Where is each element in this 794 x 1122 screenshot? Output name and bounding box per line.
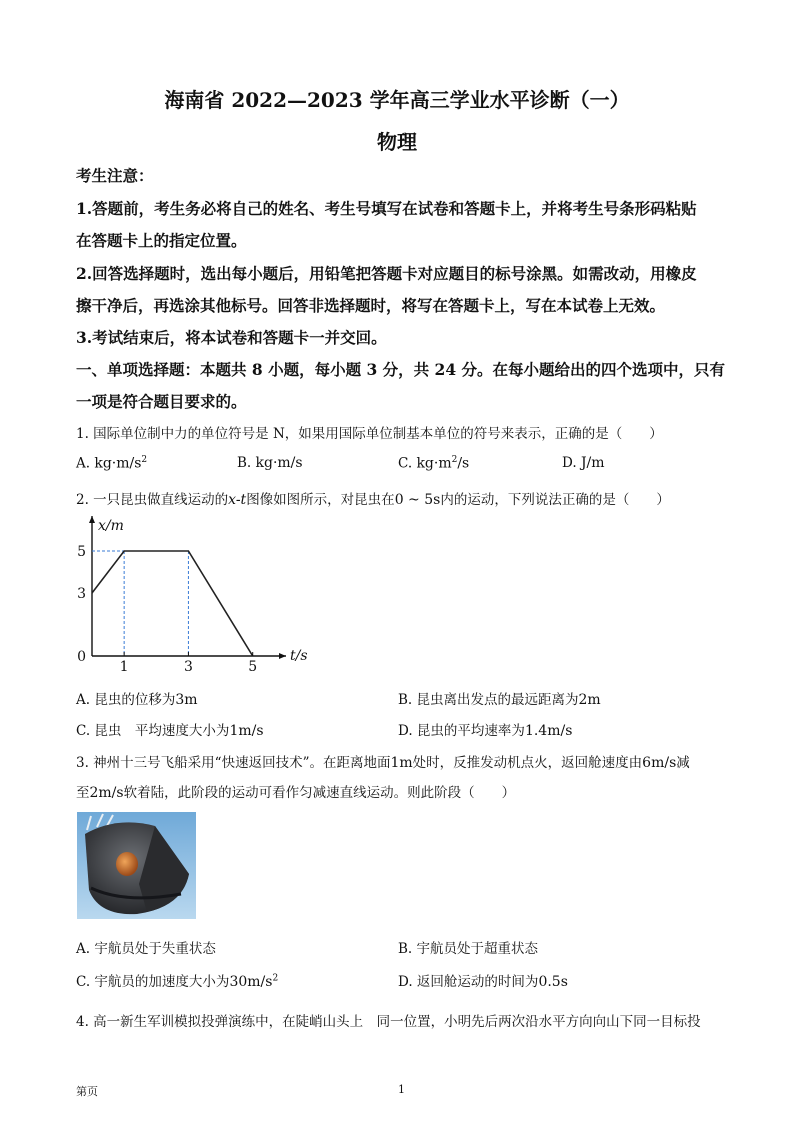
q2-option-b: B. 昆虫离出发点的最远距离为2m (398, 692, 601, 708)
footer-page-label: 第页 (76, 1085, 98, 1098)
notice-item-3: 3.考试结束后，将本试卷和答题卡一并交回。 (76, 328, 387, 347)
q3-stem-line2: 至2m/s软着陆，此阶段的运动可看作匀减速直线运动。则此阶段（ ） (76, 785, 516, 801)
y-tick-label-5: 5 (77, 544, 86, 560)
xt-graph (70, 512, 308, 675)
q3-stem-line1: 3. 神州十三号飞船采用“快速返回技术”。在距离地面1m处时，反推发动机点火，返回舱速度由6m/s减 (76, 755, 690, 771)
q2-option-d: D. 昆虫的平均速率为1.4m/s (398, 723, 573, 739)
series-line (92, 551, 253, 656)
q2-option-c: C. 昆虫 平均速度大小为1m/s (76, 723, 264, 739)
q3-option-c: C. 宇航员的加速度大小为$30m/s^2$ (76, 973, 279, 990)
x-tick-label-5: 5 (248, 659, 258, 675)
q3-option-b: B. 宇航员处于超重状态 (398, 941, 539, 957)
q2-option-a: A. 昆虫的位移为3m (76, 692, 198, 708)
subject-title: 物理 (377, 130, 417, 154)
q3-option-d: D. 返回舱运动的时间为0.5s (398, 974, 568, 990)
x-axis-label: t/s (290, 648, 308, 664)
x-tick-label-1: 1 (119, 659, 129, 675)
q1-stem: 1. 国际单位制中力的单位符号是 N，如果用国际单位制基本单位的符号来表示，正确的是（ ） (76, 426, 663, 442)
notice-item-2b: 擦干净后，再选涂其他标号。回答非选择题时，将写在答题卡上，写在本试卷上无效。 (76, 296, 666, 315)
notice-item-1a: 1.答题前，考生务必将自己的姓名、考生号填写在试卷和答题卡上，并将考生号条形码粘贴 (76, 199, 697, 218)
q1-option-d: D. J/m (562, 455, 605, 471)
return-capsule-image (77, 812, 196, 919)
q1-option-b: B. kg·m/s (237, 455, 303, 471)
notice-item-2a: 2.回答选择题时，选出每小题后，用铅笔把答题卡对应题目的标号涂黑。如需改动，用橡皮 (76, 264, 697, 283)
y-tick-label-3: 3 (77, 586, 86, 602)
footer-page-number: 1 (398, 1083, 405, 1096)
notice-heading: 考生注意： (76, 166, 154, 185)
section1-heading-a: 一、单项选择题：本题共 8 小题，每小题 3 分，共 24 分。在每小题给出的四个选项中，只有 (76, 360, 726, 379)
q2-stem: 2. 一只昆虫做直线运动的x-t图像如图所示，对昆虫在0 ~ 5s内的运动，下列说法正确的是（ ） (76, 492, 670, 508)
origin-label: 0 (77, 649, 86, 665)
q4-stem: 4. 高一新生军训模拟投弹演练中，在陡峭山头上 同一位置，小明先后两次沿水平方向向山下同一目标投 (76, 1014, 701, 1030)
q3-option-a: A. 宇航员处于失重状态 (76, 941, 216, 957)
section1-heading-b: 一项是符合题目要求的。 (76, 392, 247, 411)
q1-option-a: A. $kg\cdot m/s^2$ (76, 455, 148, 472)
exam-title: 海南省 2022—2023 学年高三学业水平诊断（一） (164, 88, 630, 112)
y-axis-label: x/m (98, 518, 124, 534)
x-axis-arrow (279, 653, 286, 659)
q1-option-c: C. $kg\cdot m^2/s$ (398, 455, 470, 472)
notice-item-1b: 在答题卡上的指定位置。 (76, 231, 247, 250)
x-tick-label-3: 3 (183, 659, 193, 675)
y-axis-arrow (89, 516, 95, 523)
